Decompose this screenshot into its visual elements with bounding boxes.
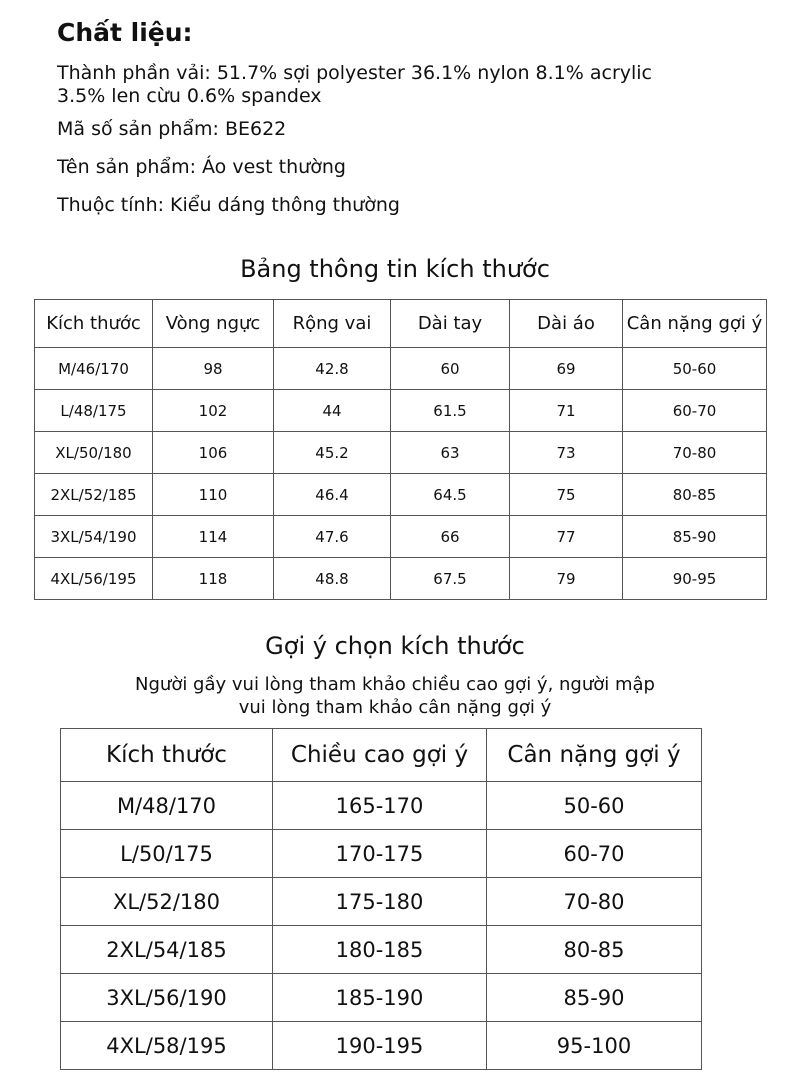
cell-weight: 80-85: [623, 474, 767, 516]
cell-size: 3XL/54/190: [35, 516, 153, 558]
cell-chest: 102: [153, 390, 274, 432]
cell-sleeve: 67.5: [391, 558, 510, 600]
recommendation-table: [60, 728, 702, 1070]
recommendation-title: Gợi ý chọn kích thước: [265, 632, 525, 660]
header-size: Kích thước: [61, 729, 273, 782]
product-attribute: Thuộc tính: Kiểu dáng thông thường: [57, 194, 400, 216]
table-row: [35, 390, 767, 432]
cell-sleeve: 61.5: [391, 390, 510, 432]
table-row: [35, 516, 767, 558]
cell-size: L/48/175: [35, 390, 153, 432]
table-row: [61, 878, 702, 926]
size-table: [34, 299, 767, 600]
cell-chest: 114: [153, 516, 274, 558]
cell-length: 69: [510, 348, 623, 390]
cell-length: 79: [510, 558, 623, 600]
cell-sleeve: 66: [391, 516, 510, 558]
recommendation-header-row: [61, 729, 702, 782]
header-shoulder: Rộng vai: [274, 300, 391, 348]
recommendation-note-line-2: vui lòng tham khảo cân nặng gợi ý: [238, 697, 552, 718]
material-heading: Chất liệu:: [57, 18, 193, 47]
cell-weight: 60-70: [487, 830, 702, 878]
size-table-title: Bảng thông tin kích thước: [240, 255, 550, 283]
cell-weight: 80-85: [487, 926, 702, 974]
cell-size: 2XL/52/185: [35, 474, 153, 516]
cell-weight: 70-80: [623, 432, 767, 474]
cell-weight: 60-70: [623, 390, 767, 432]
composition-line-2: 3.5% len cừu 0.6% spandex: [57, 85, 322, 107]
cell-shoulder: 45.2: [274, 432, 391, 474]
recommendation-note-line-1: Người gầy vui lòng tham khảo chiều cao gợi ý, người mập: [135, 674, 655, 695]
cell-weight: 85-90: [623, 516, 767, 558]
material-section: [57, 18, 777, 217]
header-weight: Cân nặng gợi ý: [487, 729, 702, 782]
header-size: Kích thước: [35, 300, 153, 348]
cell-size: M/46/170: [35, 348, 153, 390]
cell-height: 180-185: [273, 926, 487, 974]
header-height: Chiều cao gợi ý: [273, 729, 487, 782]
cell-length: 71: [510, 390, 623, 432]
table-row: [61, 1022, 702, 1070]
cell-size: XL/52/180: [61, 878, 273, 926]
cell-shoulder: 46.4: [274, 474, 391, 516]
recommendation-note: [0, 673, 790, 719]
cell-chest: 106: [153, 432, 274, 474]
table-row: [61, 830, 702, 878]
cell-height: 165-170: [273, 782, 487, 830]
cell-length: 75: [510, 474, 623, 516]
header-chest: Vòng ngực: [153, 300, 274, 348]
cell-size: 4XL/56/195: [35, 558, 153, 600]
cell-chest: 110: [153, 474, 274, 516]
table-row: [35, 348, 767, 390]
table-row: [61, 782, 702, 830]
product-name: Tên sản phẩm: Áo vest thường: [57, 156, 346, 178]
cell-chest: 98: [153, 348, 274, 390]
table-row: [35, 474, 767, 516]
cell-size: 4XL/58/195: [61, 1022, 273, 1070]
cell-shoulder: 47.6: [274, 516, 391, 558]
cell-height: 190-195: [273, 1022, 487, 1070]
header-length: Dài áo: [510, 300, 623, 348]
table-row: [35, 558, 767, 600]
cell-weight: 50-60: [487, 782, 702, 830]
table-row: [35, 432, 767, 474]
cell-shoulder: 42.8: [274, 348, 391, 390]
cell-size: 3XL/56/190: [61, 974, 273, 1022]
cell-weight: 95-100: [487, 1022, 702, 1070]
cell-size: 2XL/54/185: [61, 926, 273, 974]
cell-height: 185-190: [273, 974, 487, 1022]
cell-length: 77: [510, 516, 623, 558]
composition-line-1: Thành phần vải: 51.7% sợi polyester 36.1% nylon 8.1% acrylic: [57, 62, 653, 84]
cell-size: XL/50/180: [35, 432, 153, 474]
cell-sleeve: 60: [391, 348, 510, 390]
table-row: [61, 926, 702, 974]
cell-chest: 118: [153, 558, 274, 600]
cell-sleeve: 64.5: [391, 474, 510, 516]
cell-weight: 50-60: [623, 348, 767, 390]
table-row: [61, 974, 702, 1022]
header-weight: Cân nặng gợi ý: [623, 300, 767, 348]
cell-weight: 85-90: [487, 974, 702, 1022]
cell-height: 175-180: [273, 878, 487, 926]
cell-shoulder: 44: [274, 390, 391, 432]
cell-size: L/50/175: [61, 830, 273, 878]
cell-weight: 70-80: [487, 878, 702, 926]
cell-weight: 90-95: [623, 558, 767, 600]
header-sleeve: Dài tay: [391, 300, 510, 348]
product-code: Mã số sản phẩm: BE622: [57, 118, 287, 140]
cell-shoulder: 48.8: [274, 558, 391, 600]
size-table-header-row: [35, 300, 767, 348]
cell-height: 170-175: [273, 830, 487, 878]
cell-size: M/48/170: [61, 782, 273, 830]
cell-sleeve: 63: [391, 432, 510, 474]
cell-length: 73: [510, 432, 623, 474]
